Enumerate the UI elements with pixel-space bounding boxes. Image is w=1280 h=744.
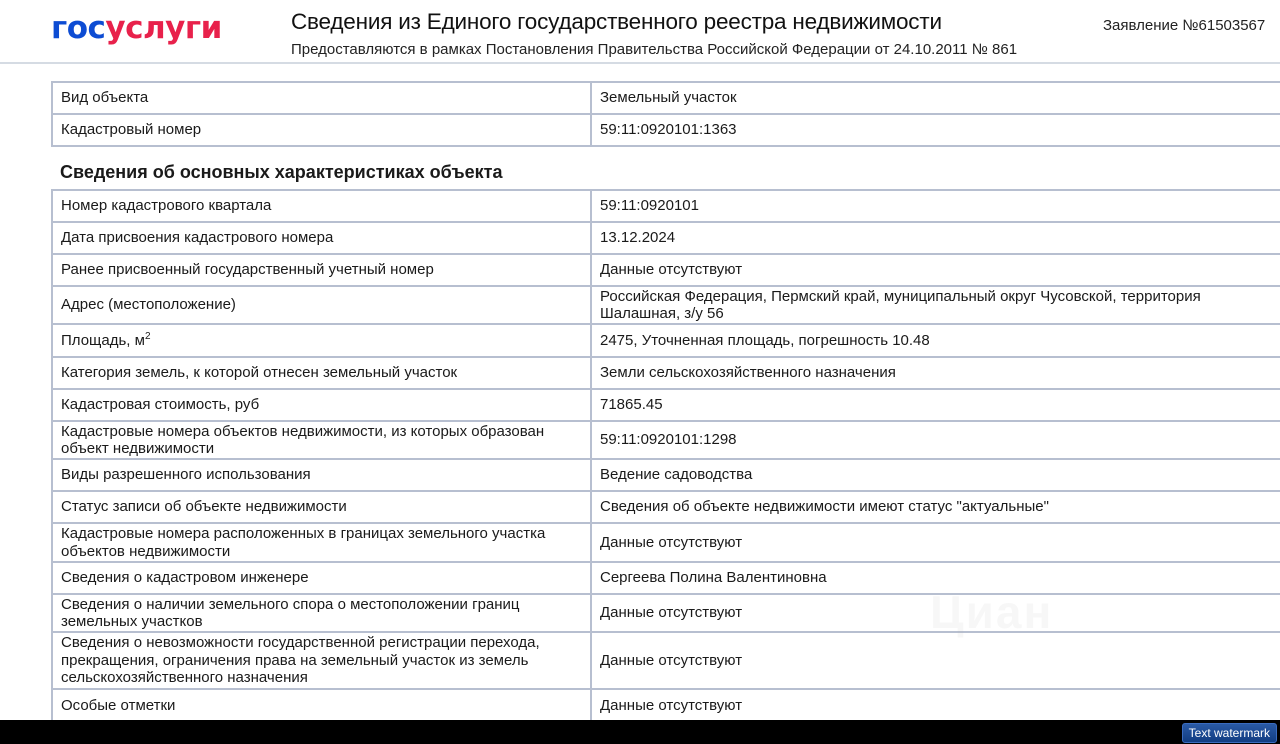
- row-value: Данные отсутствуют: [591, 594, 1280, 632]
- table-row: [52, 324, 1280, 357]
- table-row: [52, 594, 1280, 632]
- characteristics-table: [51, 189, 1280, 724]
- section-title: Сведения об основных характеристиках объекта: [60, 162, 503, 182]
- row-value: Российская Федерация, Пермский край, муниципальный округ Чусовской, территория Шалашная, з/у 56: [591, 286, 1280, 324]
- row-label: Виды разрешенного использования: [52, 459, 591, 491]
- header-divider: [0, 62, 1280, 64]
- faint-watermark: Циан: [930, 586, 1054, 638]
- table-row: [52, 459, 1280, 491]
- row-value: Данные отсутствуют: [591, 632, 1280, 689]
- page-header: [0, 0, 1280, 64]
- row-label: Адрес (местоположение): [52, 286, 591, 324]
- table-row: [52, 254, 1280, 286]
- text-watermark-button[interactable]: Text watermark: [1182, 723, 1277, 743]
- area-label: Площадь, м: [61, 331, 145, 349]
- table-row: [52, 491, 1280, 523]
- row-value: Ведение садоводства: [591, 459, 1280, 491]
- row-value: 71865.45: [591, 389, 1280, 421]
- row-value: Земельный участок: [591, 82, 1280, 114]
- object-summary-table: [51, 81, 1280, 147]
- table-row: [52, 562, 1280, 594]
- table-row: [52, 222, 1280, 254]
- row-label: Кадастровые номера расположенных в границах земельного участка объектов недвижимости: [52, 523, 591, 562]
- row-label: Сведения о невозможности государственной регистрации перехода, прекращения, ограничения права на земельный участок из земель сельскохозяйственного назначения: [52, 632, 591, 689]
- row-label: Ранее присвоенный государственный учетный номер: [52, 254, 591, 286]
- document-subtitle: Предоставляются в рамках Постановления Правительства Российской Федерации от 24.10.2011 № 861: [291, 41, 1018, 58]
- row-value: 59:11:0920101:1298: [591, 421, 1280, 459]
- table-row: [52, 421, 1280, 459]
- table-row: [52, 190, 1280, 222]
- table-row: [52, 357, 1280, 389]
- logo-part-uslugi: услуги: [105, 10, 222, 46]
- table-row: [52, 114, 1280, 146]
- row-value: Сведения об объекте недвижимости имеют статус "актуальные": [591, 491, 1280, 523]
- row-label: Особые отметки: [52, 689, 591, 723]
- table-row: [52, 523, 1280, 562]
- table-row: [52, 82, 1280, 114]
- gosuslugi-logo[interactable]: [51, 8, 222, 48]
- table-row: [52, 389, 1280, 421]
- row-label: Категория земель, к которой отнесен земельный участок: [52, 357, 591, 389]
- table-row: [52, 689, 1280, 723]
- row-label: Кадастровый номер: [52, 114, 591, 146]
- area-unit-superscript: 2: [144, 330, 151, 342]
- row-label: Вид объекта: [52, 82, 591, 114]
- row-label: Сведения о наличии земельного спора о местоположении границ земельных участков: [52, 594, 591, 632]
- row-label: Кадастровая стоимость, руб: [52, 389, 591, 421]
- table-row: [52, 286, 1280, 324]
- row-value: 2475, Уточненная площадь, погрешность 10.48: [591, 324, 1280, 357]
- row-value: 59:11:0920101:1363: [591, 114, 1280, 146]
- row-value: Данные отсутствуют: [591, 523, 1280, 562]
- logo-part-gos: гос: [51, 10, 106, 46]
- bottom-bar: [0, 720, 1280, 744]
- document-title: Сведения из Единого государственного реестра недвижимости: [291, 9, 942, 34]
- row-label: Дата присвоения кадастрового номера: [52, 222, 591, 254]
- row-label: Кадастровые номера объектов недвижимости, из которых образован объект недвижимости: [52, 421, 591, 459]
- row-value: 59:11:0920101: [591, 190, 1280, 222]
- table-row: [52, 632, 1280, 689]
- row-label: Сведения о кадастровом инженере: [52, 562, 591, 594]
- row-value: 13.12.2024: [591, 222, 1280, 254]
- row-value: Данные отсутствуют: [591, 689, 1280, 723]
- row-label: [52, 324, 591, 357]
- row-label: Номер кадастрового квартала: [52, 190, 591, 222]
- row-value: Сергеева Полина Валентиновна: [591, 562, 1280, 594]
- application-number: Заявление №61503567: [1103, 17, 1266, 34]
- row-value: Данные отсутствуют: [591, 254, 1280, 286]
- row-value: Земли сельскохозяйственного назначения: [591, 357, 1280, 389]
- row-label: Статус записи об объекте недвижимости: [52, 491, 591, 523]
